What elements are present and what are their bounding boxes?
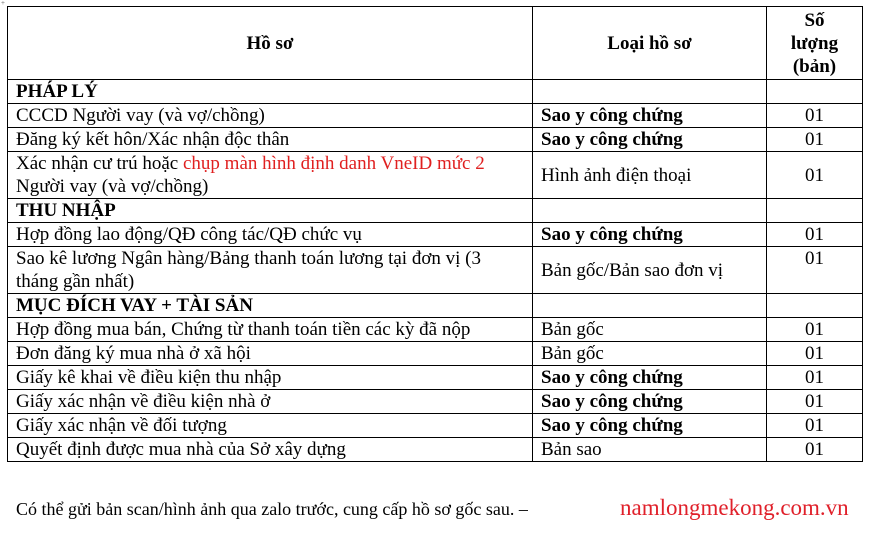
header-quantity-line-3: (bản) bbox=[792, 55, 837, 77]
document-quantity: 01 bbox=[767, 414, 863, 438]
document-type: Sao y công chứng bbox=[533, 414, 767, 438]
table-row bbox=[8, 152, 863, 199]
document-quantity: 01 bbox=[767, 152, 863, 199]
table-row bbox=[8, 342, 863, 366]
document-quantity: 01 bbox=[767, 438, 863, 462]
document-quantity: 01 bbox=[767, 342, 863, 366]
header-quantity-line-1: Số bbox=[804, 9, 825, 31]
document-type: Sao y công chứng bbox=[533, 223, 767, 247]
section-row bbox=[8, 294, 863, 318]
section-title: MỤC ĐÍCH VAY + TÀI SẢN bbox=[8, 294, 533, 318]
document-quantity: 01 bbox=[767, 128, 863, 152]
document-type: Sao y công chứng bbox=[533, 390, 767, 414]
footer-note: Có thể gửi bản scan/hình ảnh qua zalo trước, cung cấp hồ sơ gốc sau. – bbox=[16, 499, 528, 519]
table-row bbox=[8, 128, 863, 152]
document-name: Hợp đồng mua bán, Chứng từ thanh toán tiền các kỳ đã nộp bbox=[8, 318, 533, 342]
document-type: Sao y công chứng bbox=[533, 366, 767, 390]
document-quantity: 01 bbox=[767, 247, 863, 294]
document-type: Sao y công chứng bbox=[533, 128, 767, 152]
residence-suffix: Người vay (và vợ/chồng) bbox=[16, 176, 209, 197]
residence-text: Xác nhận cư trú hoặc bbox=[16, 153, 183, 174]
document-type: Bản gốc bbox=[533, 318, 767, 342]
table-row bbox=[8, 318, 863, 342]
document-name: Giấy xác nhận về đối tượng bbox=[8, 414, 533, 438]
header-document-type: Loại hồ sơ bbox=[533, 7, 767, 80]
corner-mark: + bbox=[1, 0, 5, 7]
document-quantity: 01 bbox=[767, 390, 863, 414]
table-row bbox=[8, 247, 863, 294]
vneid-highlight: chụp màn hình định danh VneID mức 2 bbox=[182, 153, 485, 174]
document-quantity: 01 bbox=[767, 366, 863, 390]
document-name: Giấy kê khai về điều kiện thu nhập bbox=[8, 366, 533, 390]
section-title: PHÁP LÝ bbox=[8, 80, 533, 104]
header-quantity-line-2: lượng bbox=[790, 32, 839, 54]
document-quantity: 01 bbox=[767, 223, 863, 247]
document-quantity: 01 bbox=[767, 318, 863, 342]
document-type: Bản gốc bbox=[533, 342, 767, 366]
header-row bbox=[8, 7, 863, 80]
section-row bbox=[8, 199, 863, 223]
document-name bbox=[8, 152, 533, 199]
header-documents: Hồ sơ bbox=[8, 7, 533, 80]
header-quantity bbox=[767, 7, 863, 80]
section-row bbox=[8, 80, 863, 104]
document-name: Đăng ký kết hôn/Xác nhận độc thân bbox=[8, 128, 533, 152]
document-type: Sao y công chứng bbox=[533, 104, 767, 128]
table-row bbox=[8, 390, 863, 414]
document-name: Sao kê lương Ngân hàng/Bảng thanh toán lương tại đơn vị (3 tháng gần nhất) bbox=[8, 247, 533, 294]
document-name: Quyết định được mua nhà của Sở xây dựng bbox=[8, 438, 533, 462]
table-row bbox=[8, 223, 863, 247]
table-row bbox=[8, 438, 863, 462]
document-type: Hình ảnh điện thoại bbox=[533, 152, 767, 199]
document-name: CCCD Người vay (và vợ/chồng) bbox=[8, 104, 533, 128]
table-row bbox=[8, 104, 863, 128]
document-name: Đơn đăng ký mua nhà ở xã hội bbox=[8, 342, 533, 366]
document-name: Hợp đồng lao động/QĐ công tác/QĐ chức vụ bbox=[8, 223, 533, 247]
document-name: Giấy xác nhận về điều kiện nhà ở bbox=[8, 390, 533, 414]
section-title: THU NHẬP bbox=[8, 199, 533, 223]
website-watermark: namlongmekong.com.vn bbox=[620, 495, 849, 520]
table-row bbox=[8, 366, 863, 390]
document-type: Bản gốc/Bản sao đơn vị bbox=[533, 247, 767, 294]
document-type: Bản sao bbox=[533, 438, 767, 462]
document-quantity: 01 bbox=[767, 104, 863, 128]
document-requirements-table bbox=[7, 6, 863, 462]
table-row bbox=[8, 414, 863, 438]
